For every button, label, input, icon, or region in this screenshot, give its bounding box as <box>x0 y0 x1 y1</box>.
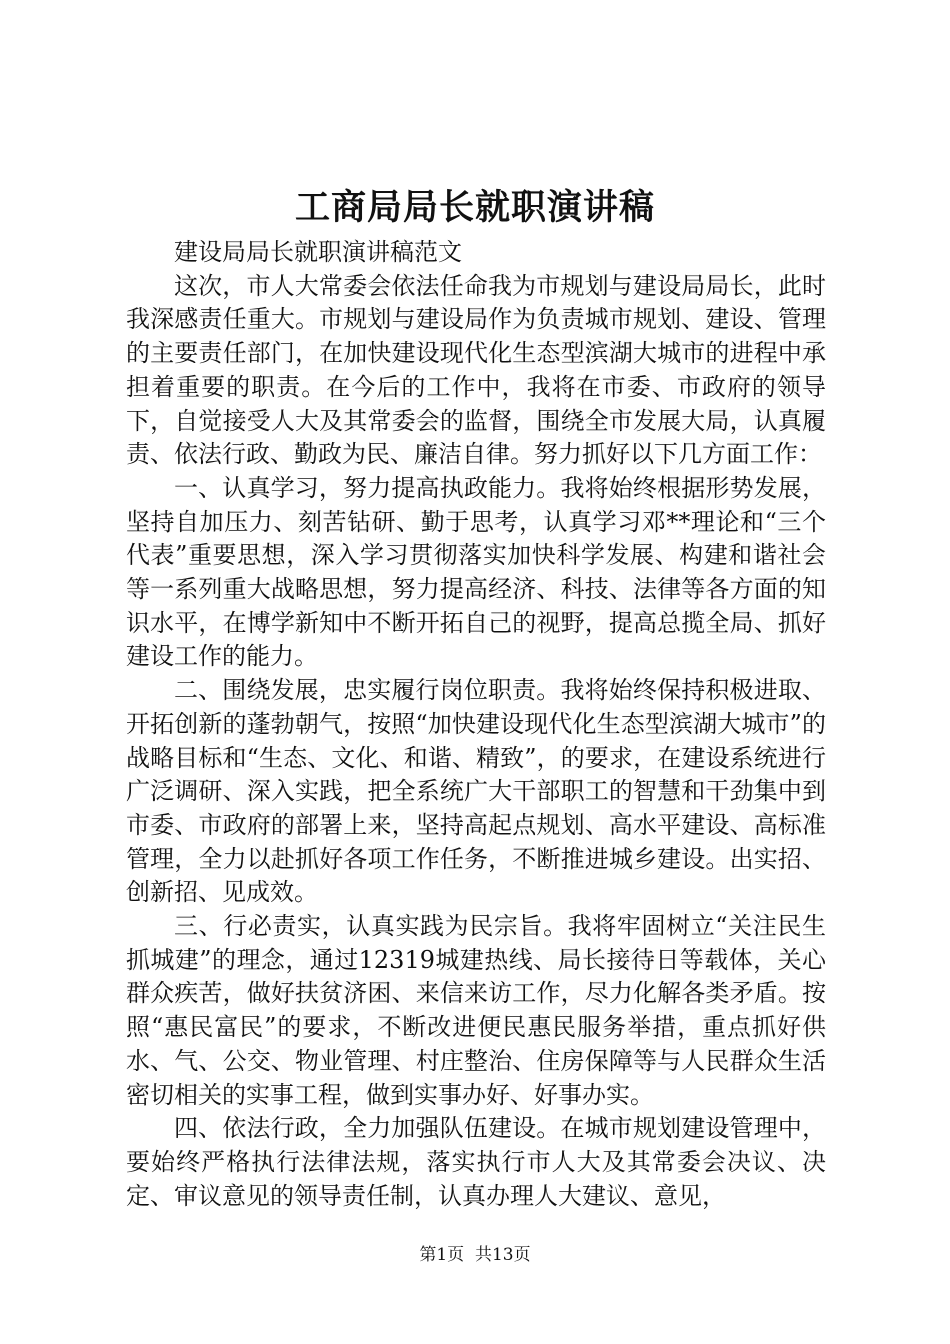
paragraph-development: 二、围绕发展，忠实履行岗位职责。我将始终保持积极进取、开拓创新的蓬勃朝气，按照“加快建设现代化生态型滨湖大城市”的战略目标和“生态、文化、和谐、精致”，的要求，在建设系统进行广泛调研、深入实践，把全系统广大干部职工的智慧和干劲集中到市委、市政府的部署上来，坚持高起点规划、高水平建设、高标准管理，全力以赴抓好各项工作任务，不断推进城乡建设。出实招、创新招、见成效。 <box>126 676 826 907</box>
paragraph-people: 三、行必责实，认真实践为民宗旨。我将牢固树立“关注民生抓城建”的理念，通过12319城建热线、局长接待日等载体，关心群众疾苦，做好扶贫济困、来信来访工作，尽力化解各类矛盾。按照“惠民富民”的要求，不断改进便民惠民服务举措，重点抓好供水、气、公交、物业管理、村庄整治、住房保障等与人民群众生活密切相关的实事工程，做到实事办好、好事办实。 <box>126 912 826 1109</box>
document-body <box>126 236 826 1213</box>
paragraph-intro: 这次，市人大常委会依法任命我为市规划与建设局局长，此时我深感责任重大。市规划与建设局作为负责城市规划、建设、管理的主要责任部门，在加快建设现代化生态型滨湖大城市的进程中承担着重要的职责。在今后的工作中，我将在市委、市政府的领导下，自觉接受人大及其常委会的监督，围绕全市发展大局，认真履责、依法行政、勤政为民、廉洁自律。努力抓好以下几方面工作： <box>126 271 826 469</box>
paragraph-law: 四、依法行政，全力加强队伍建设。在城市规划建设管理中，要始终严格执行法律法规，落实执行市人大及其常委会决议、决定、审议意见的领导责任制，认真办理人大建议、意见， <box>126 1114 826 1210</box>
document-title: 工商局局长就职演讲稿 <box>294 187 655 228</box>
document-subtitle: 建设局局长就职演讲稿范文 <box>174 238 462 266</box>
paragraph-study: 一、认真学习，努力提高执政能力。我将始终根据形势发展，坚持自加压力、刻苦钻研、勤于思考，认真学习邓**理论和“三个代表”重要思想，深入学习贯彻落实加快科学发展、构建和谐社会等一系列重大战略思想，努力提高经济、科技、法律等各方面的知识水平，在博学新知中不断开拓自己的视野，提高总揽全局、抓好建设工作的能力。 <box>126 473 826 671</box>
page-number-footer: 第1页 共13页 <box>419 1245 531 1265</box>
